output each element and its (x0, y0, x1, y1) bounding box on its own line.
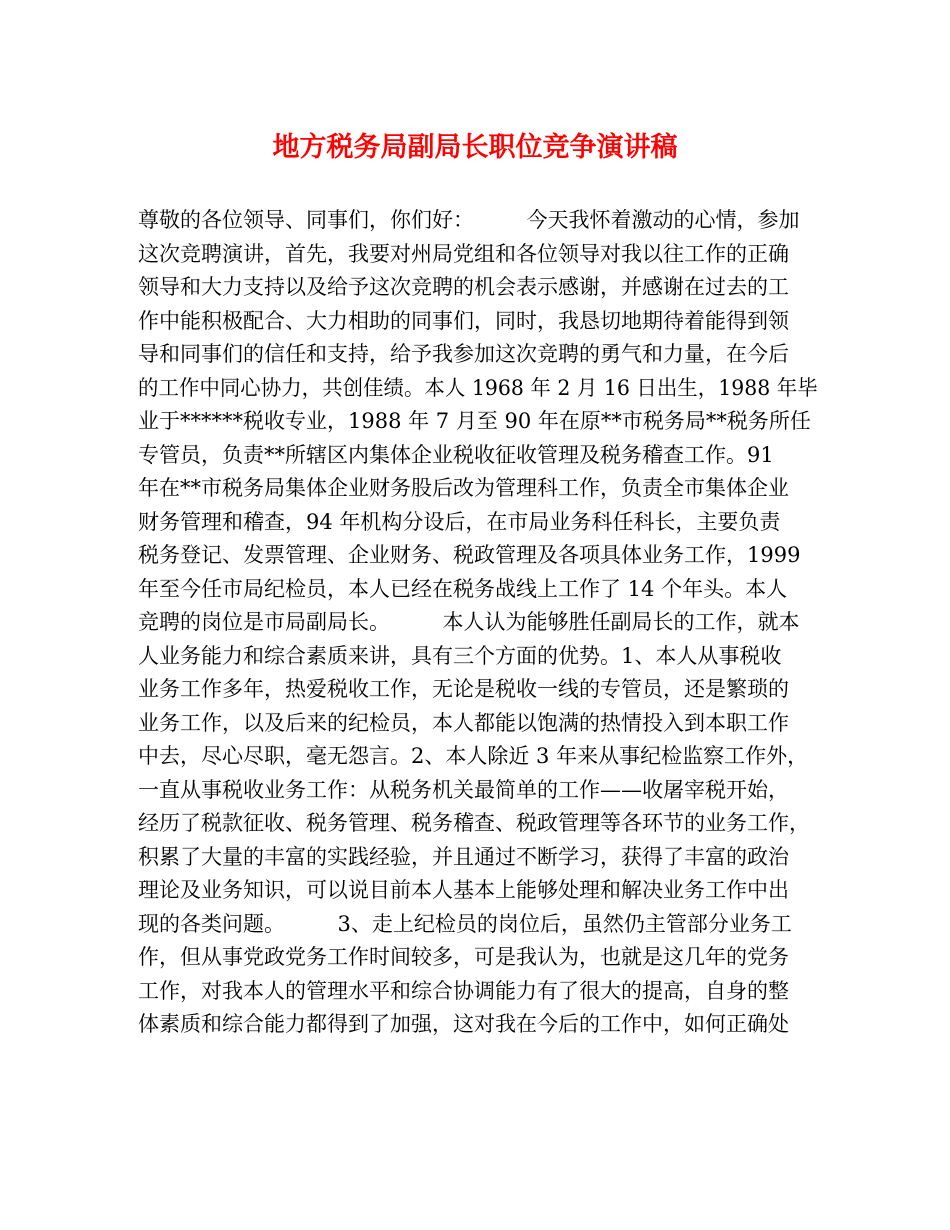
body-line: 作中能积极配合、大力相助的同事们，同时，我恳切地期待着能得到领 (138, 308, 789, 333)
body-line: 中去，尽心尽职，毫无怨言。2、本人除近 3 年来从事纪检监察工作外， (138, 744, 809, 768)
body-line: 财务管理和稽查，94 年机构分设后，在市局业务科任科长，主要负责 (138, 509, 781, 534)
body-line: 专管员，负责**所辖区内集体企业税收征收管理及税务稽查工作。91 (138, 442, 774, 467)
body-line: 税务登记、发票管理、企业财务、税政管理及各项具体业务工作，1999 (138, 543, 801, 567)
body-line: 年在**市税务局集体企业财务股后改为管理科工作，负责全市集体企业 (138, 476, 789, 500)
body-line: 业务工作多年，热爱税收工作，无论是税收一线的专管员，还是繁琐的 (138, 677, 789, 701)
body-line: 人业务能力和综合素质来讲，具有三个方面的优势。1、本人从事税收 (138, 643, 782, 668)
document-body (138, 204, 818, 1042)
body-line: 一直从事税收业务工作：从税务机关最简单的工作——收屠宰税开始， (138, 777, 789, 802)
body-line: 年至今任市局纪检员，本人已经在税务战线上工作了 14 个年头。本人 (138, 576, 788, 601)
body-line: 领导和大力支持以及给予这次竞聘的机会表示感谢，并感谢在过去的工 (138, 275, 789, 299)
body-line: 工作，对我本人的管理水平和综合协调能力有了很大的提高，自身的整 (138, 978, 789, 1003)
document-title: 地方税务局副局长职位竞争演讲稿 (272, 132, 678, 163)
body-line: 现的各类问题。 3、走上纪检员的岗位后，虽然仍主管部分业务工 (138, 911, 792, 936)
body-line: 这次竞聘演讲，首先，我要对州局党组和各位领导对我以往工作的正确 (138, 241, 789, 266)
body-line: 尊敬的各位领导、同事们，你们好： 今天我怀着激动的心情，参加 (138, 208, 800, 232)
body-line: 业务工作，以及后来的纪检员，本人都能以饱满的热情投入到本职工作 (138, 710, 789, 735)
body-line: 的工作中同心协力，共创佳绩。本人 1968 年 2 月 16 日出生，1988 年毕 (138, 375, 818, 400)
body-line: 导和同事们的信任和支持，给予我参加这次竞聘的勇气和力量，在今后 (138, 342, 789, 366)
body-line: 业于******税收专业，1988 年 7 月至 90 年在原**市税务局**税务所任 (138, 409, 811, 433)
body-line: 理论及业务知识，可以说目前本人基本上能够处理和解决业务工作中出 (138, 878, 789, 902)
body-line: 积累了大量的丰富的实践经验，并且通过不断学习，获得了丰富的政治 (138, 844, 789, 869)
body-line: 经历了税款征收、税务管理、税务稽查、税政管理等各环节的业务工作， (138, 811, 810, 835)
body-line: 体素质和综合能力都得到了加强，这对我在今后的工作中，如何正确处 (138, 1012, 789, 1036)
body-line: 竞聘的岗位是市局副局长。 本人认为能够胜任副局长的工作，就本 (138, 610, 800, 634)
body-line: 作，但从事党政党务工作时间较多，可是我认为，也就是这几年的党务 (138, 945, 789, 969)
